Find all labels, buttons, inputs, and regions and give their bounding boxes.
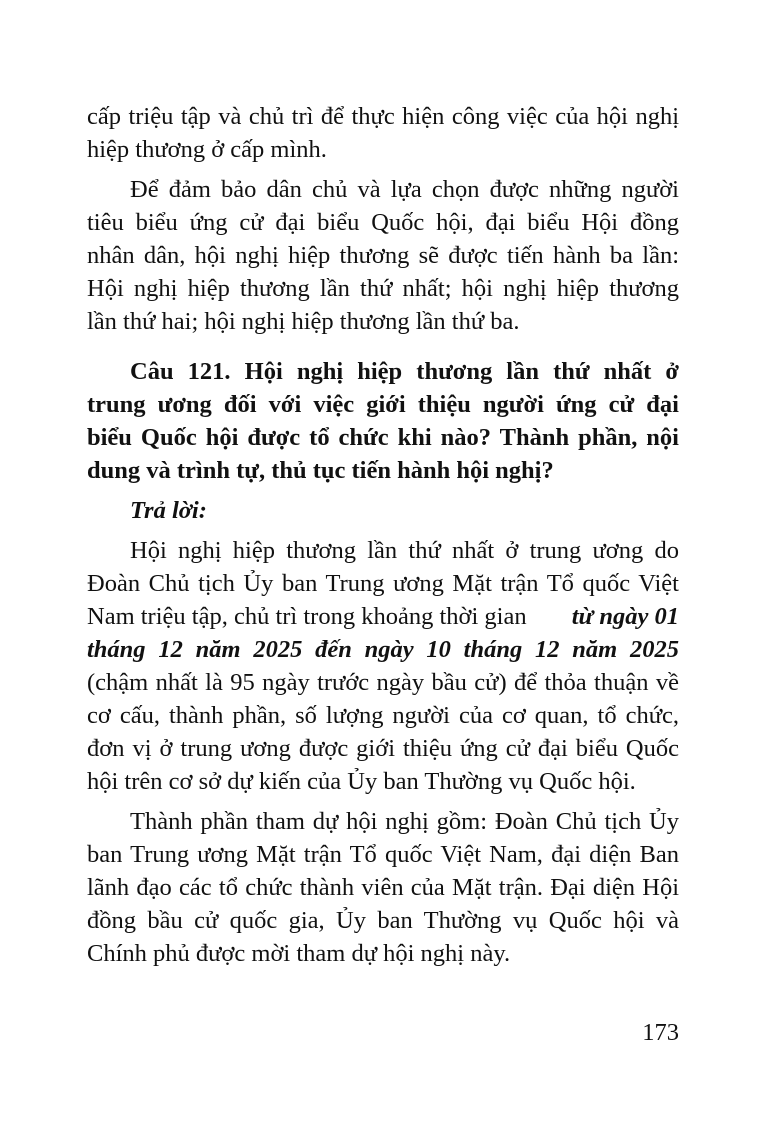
paragraph-participants bbox=[87, 805, 679, 970]
text-line: lãnh đạo các tổ chức thành viên của Mặt trận. Đại diện Hội bbox=[87, 874, 679, 901]
text-line: Chính phủ được mời tham dự hội nghị này. bbox=[87, 940, 511, 967]
paragraph-three-rounds bbox=[87, 173, 679, 338]
text-line: (chậm nhất là 95 ngày trước ngày bầu cử) để thỏa thuận về bbox=[87, 669, 679, 696]
text-line: Câu 121. Hội nghị hiệp thương lần thứ nhất ở bbox=[130, 358, 679, 385]
text-line: đồng bầu cử quốc gia, Ủy ban Thường vụ Quốc hội và bbox=[87, 907, 679, 934]
text-line: Hội nghị hiệp thương lần thứ nhất; hội nghị hiệp thương bbox=[87, 275, 679, 302]
text-line: biểu Quốc hội được tổ chức khi nào? Thành phần, nội bbox=[87, 424, 679, 451]
text-line: cấp triệu tập và chủ trì để thực hiện công việc của hội nghị bbox=[87, 103, 679, 130]
text-line: Đoàn Chủ tịch Ủy ban Trung ương Mặt trận Tổ quốc Việt bbox=[87, 570, 679, 597]
text-line: hội trên cơ sở dự kiến của Ủy ban Thường vụ Quốc hội. bbox=[87, 768, 636, 795]
text-line: Hội nghị hiệp thương lần thứ nhất ở trung ương do bbox=[130, 537, 679, 564]
date-range-start: từ ngày 01 bbox=[571, 603, 679, 630]
paragraph-intro bbox=[87, 100, 679, 166]
page-body bbox=[87, 100, 679, 970]
text-line: hiệp thương ở cấp mình. bbox=[87, 136, 327, 163]
text-line: dung và trình tự, thủ tục tiến hành hội nghị? bbox=[87, 457, 554, 484]
text-line: Thành phần tham dự hội nghị gồm: Đoàn Chủ tịch Ủy bbox=[130, 808, 679, 835]
text-line: lần thứ hai; hội nghị hiệp thương lần thứ ba. bbox=[87, 308, 520, 335]
paragraph-answer bbox=[87, 534, 679, 798]
text-line: nhân dân, hội nghị hiệp thương sẽ được tiến hành ba lần: bbox=[87, 242, 679, 269]
page-number: 173 bbox=[642, 1019, 679, 1046]
question-heading bbox=[87, 355, 679, 487]
text-line: tiêu biểu ứng cử đại biểu Quốc hội, đại biểu Hội đồng bbox=[87, 209, 679, 236]
text-line: cơ cấu, thành phần, số lượng người của cơ quan, tổ chức, bbox=[87, 702, 679, 729]
text-segment: Nam triệu tập, chủ trì trong khoảng thời gian bbox=[87, 603, 527, 630]
text-line: trung ương đối với việc giới thiệu người ứng cử đại bbox=[87, 391, 679, 418]
text-line: ban Trung ương Mặt trận Tổ quốc Việt Nam, đại diện Ban bbox=[87, 841, 679, 868]
date-range: tháng 12 năm 2025 đến ngày 10 tháng 12 năm 2025 bbox=[87, 636, 679, 663]
answer-label: Trả lời: bbox=[130, 497, 207, 524]
text-line: Để đảm bảo dân chủ và lựa chọn được những người bbox=[130, 176, 679, 203]
text-line: đơn vị ở trung ương được giới thiệu ứng cử đại biểu Quốc bbox=[87, 735, 679, 762]
text-line bbox=[87, 600, 679, 633]
